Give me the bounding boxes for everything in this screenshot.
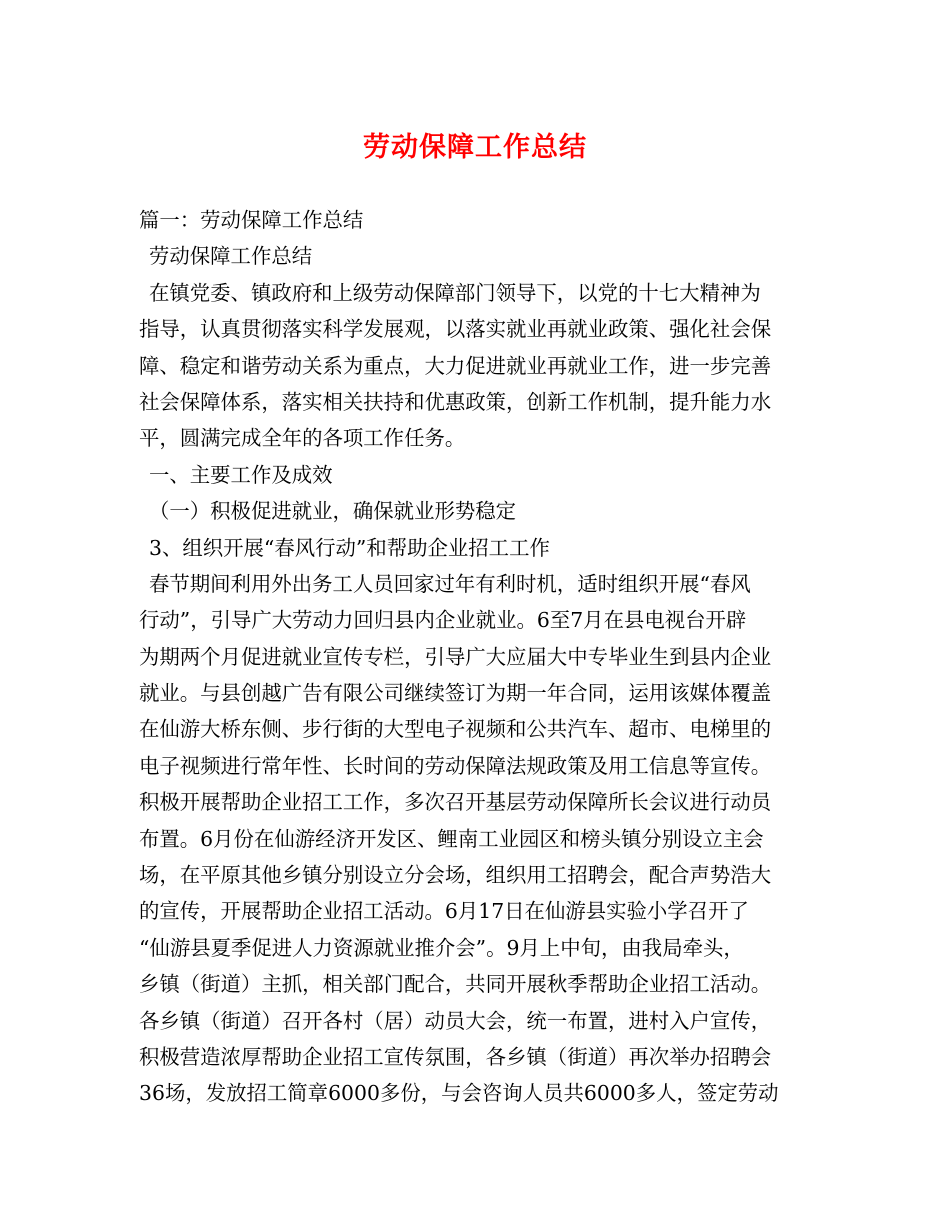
document-title: 劳动保障工作总结 [363,132,587,163]
body-line: 场，在平原其他乡镇分别设立分会场，组织用工招聘会，配合声势浩大 [139,863,772,888]
intro-line: 社会保障体系，落实相关扶持和优惠政策，创新工作机制，提升能力水 [139,389,772,414]
body-line: 春节期间利用外出务工人员回家过年有利时机，适时组织开展“春风 [149,571,751,596]
body-line: 就业。与县创越广告有限公司继续签订为期一年合同，运用该媒体覆盖 [139,681,772,706]
body-line: “仙游县夏季促进人力资源就业推介会”。9月上中旬，由我局牵头， [139,935,744,960]
document-subtitle: 劳动保障工作总结 [149,244,313,269]
intro-line: 在镇党委、镇政府和上级劳动保障部门领导下，以党的十七大精神为 [149,280,761,305]
part-heading: 篇一：劳动保障工作总结 [139,208,364,232]
section-heading: 一、主要工作及成效 [149,462,333,487]
body-line: 各乡镇（街道）召开各村（居）动员大会，统一布置，进村入户宣传， [139,1008,772,1033]
body-line: 乡镇（街道）主抓，相关部门配合，共同开展秋季帮助企业招工活动。 [139,972,772,997]
intro-line: 障、稳定和谐劳动关系为重点，大力促进就业再就业工作，进一步完善 [139,353,772,378]
body-line: 在仙游大桥东侧、步行街的大型电子视频和公共汽车、超市、电梯里的 [139,717,772,742]
subsection-heading: （一）积极促进就业，确保就业形势稳定 [149,499,517,524]
body-line: 行动”，引导广大劳动力回归县内企业就业。6至7月在县电视台开辟 [139,608,747,633]
body-line: 积极营造浓厚帮助企业招工宣传氛围，各乡镇（街道）再次举办招聘会 [139,1044,772,1069]
body-line: 电子视频进行常年性、长时间的劳动保障法规政策及用工信息等宣传。 [139,753,772,778]
item-heading: 3、组织开展“春风行动”和帮助企业招工工作 [149,535,550,560]
body-line: 36场，发放招工简章6000多份，与会咨询人员共6000多人，签定劳动 [139,1081,779,1106]
body-line: 布置。6月份在仙游经济开发区、鲤南工业园区和榜头镇分别设立主会 [139,826,764,851]
intro-line: 平，圆满完成全年的各项工作任务。 [139,426,466,451]
intro-line: 指导，认真贯彻落实科学发展观，以落实就业再就业政策、强化社会保 [139,317,772,342]
document-body [139,202,815,1112]
body-line: 的宣传，开展帮助企业招工活动。6月17日在仙游县实验小学召开了 [139,899,749,924]
body-line: 为期两个月促进就业宣传专栏，引导广大应届大中专毕业生到县内企业 [139,644,772,669]
body-line: 积极开展帮助企业招工工作，多次召开基层劳动保障所长会议进行动员 [139,790,772,815]
